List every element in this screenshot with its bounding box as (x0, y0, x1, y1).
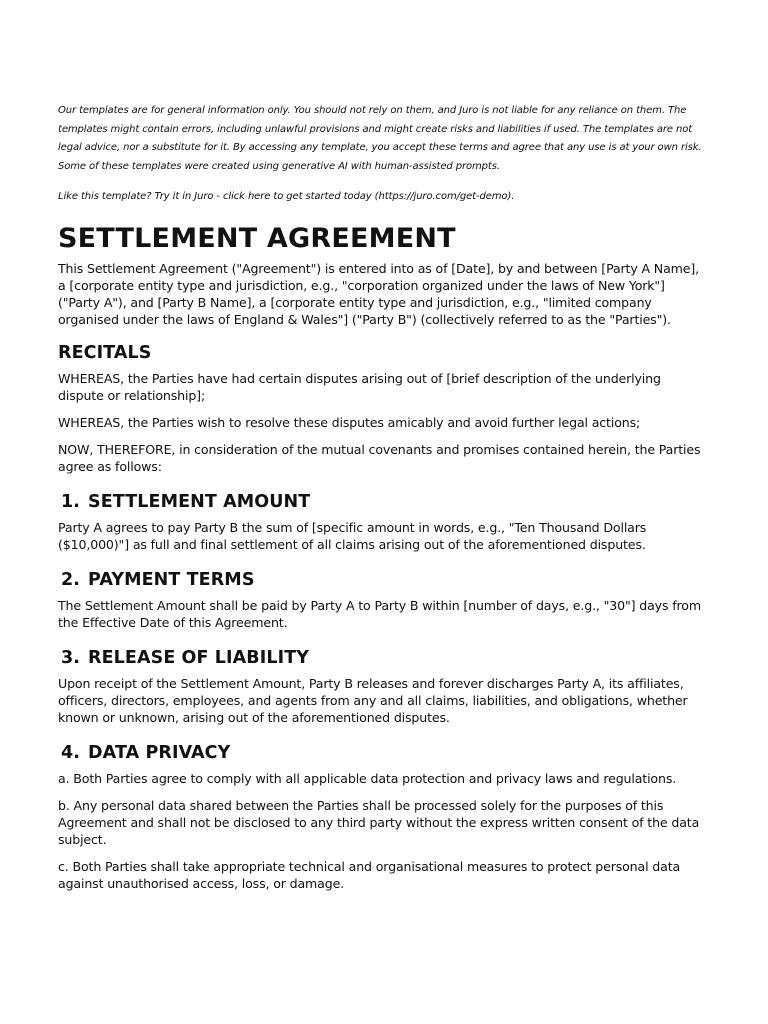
section-paragraph: b. Any personal data shared between the Parties shall be processed solely for the purposes of this Agreement and shall not be disclosed to any third party without the express written consent of the data subject. (58, 798, 700, 847)
recital-paragraph: WHEREAS, the Parties wish to resolve these disputes amicably and avoid further legal actions; (58, 415, 641, 430)
section-heading-settlement-amount (58, 491, 708, 513)
section-paragraph: The Settlement Amount shall be paid by Party A to Party B within [number of days, e.g., "30"] days from the Effective Date of this Agreement. (58, 598, 701, 630)
section-number: 3. (61, 648, 81, 668)
recital-paragraph: NOW, THEREFORE, in consideration of the mutual covenants and promises contained herein, the Parties agree as follows: (58, 442, 701, 474)
section-number: 2. (61, 570, 81, 590)
section-number: 1. (61, 492, 81, 512)
disclaimer-text: Our templates are for general information only. You should not rely on them, and Juro is not liable for any reliance on them. The templates might contain errors, including unlawful provisions and might create risks and liabilities if used. The templates are not legal advice, nor a substitute for it. By accessing any template, you accept these terms and agree that any use is at your own risk. Some of these templates were created using generative AI with human-assisted prompts. (58, 105, 702, 172)
section-title: SETTLEMENT AMOUNT (88, 492, 311, 512)
intro-paragraph: This Settlement Agreement ("Agreement") is entered into as of [Date], by and between [Party A Name], a [corporate entity type and jurisdiction, e.g., "corporation organized under the laws of New York"] ("Party A"), and [Party B Name], a [corporate entity type and jurisdiction, e.g., "limited company organised under the laws of England & Wales"] ("Party B") (collectively referred to as the "Parties"). (58, 261, 699, 327)
section-number: 4. (61, 743, 81, 763)
section-paragraph: Party A agrees to pay Party B the sum of [specific amount in words, e.g., "Ten Thousand Dollars ($10,000)"] as full and final settlement of all claims arising out of the aforementioned disputes. (58, 520, 647, 552)
section-title: RELEASE OF LIABILITY (88, 648, 310, 668)
document-page (58, 102, 708, 902)
document-title: SETTLEMENT AGREEMENT (58, 223, 456, 254)
section-title: PAYMENT TERMS (88, 570, 255, 590)
juro-cta-link[interactable]: Like this template? Try it in Juro - click here to get started today (https://juro.com/get-demo). (58, 191, 515, 202)
section-heading-data-privacy (58, 742, 708, 764)
section-heading-release-of-liability (58, 647, 708, 669)
section-title: DATA PRIVACY (88, 743, 231, 763)
section-paragraph: Upon receipt of the Settlement Amount, Party B releases and forever discharges Party A, its affiliates, officers, directors, employees, and agents from any and all claims, liabilities, and obligations, whether known or unknown, arising out of the aforementioned disputes. (58, 676, 688, 725)
section-paragraph: c. Both Parties shall take appropriate technical and organisational measures to protect personal data against unauthorised access, loss, or damage. (58, 859, 681, 891)
recital-paragraph: WHEREAS, the Parties have had certain disputes arising out of [brief description of the underlying dispute or relationship]; (58, 371, 661, 403)
section-heading-payment-terms (58, 569, 708, 591)
section-paragraph: a. Both Parties agree to comply with all applicable data protection and privacy laws and regulations. (58, 771, 677, 786)
recitals-heading: RECITALS (58, 343, 152, 363)
